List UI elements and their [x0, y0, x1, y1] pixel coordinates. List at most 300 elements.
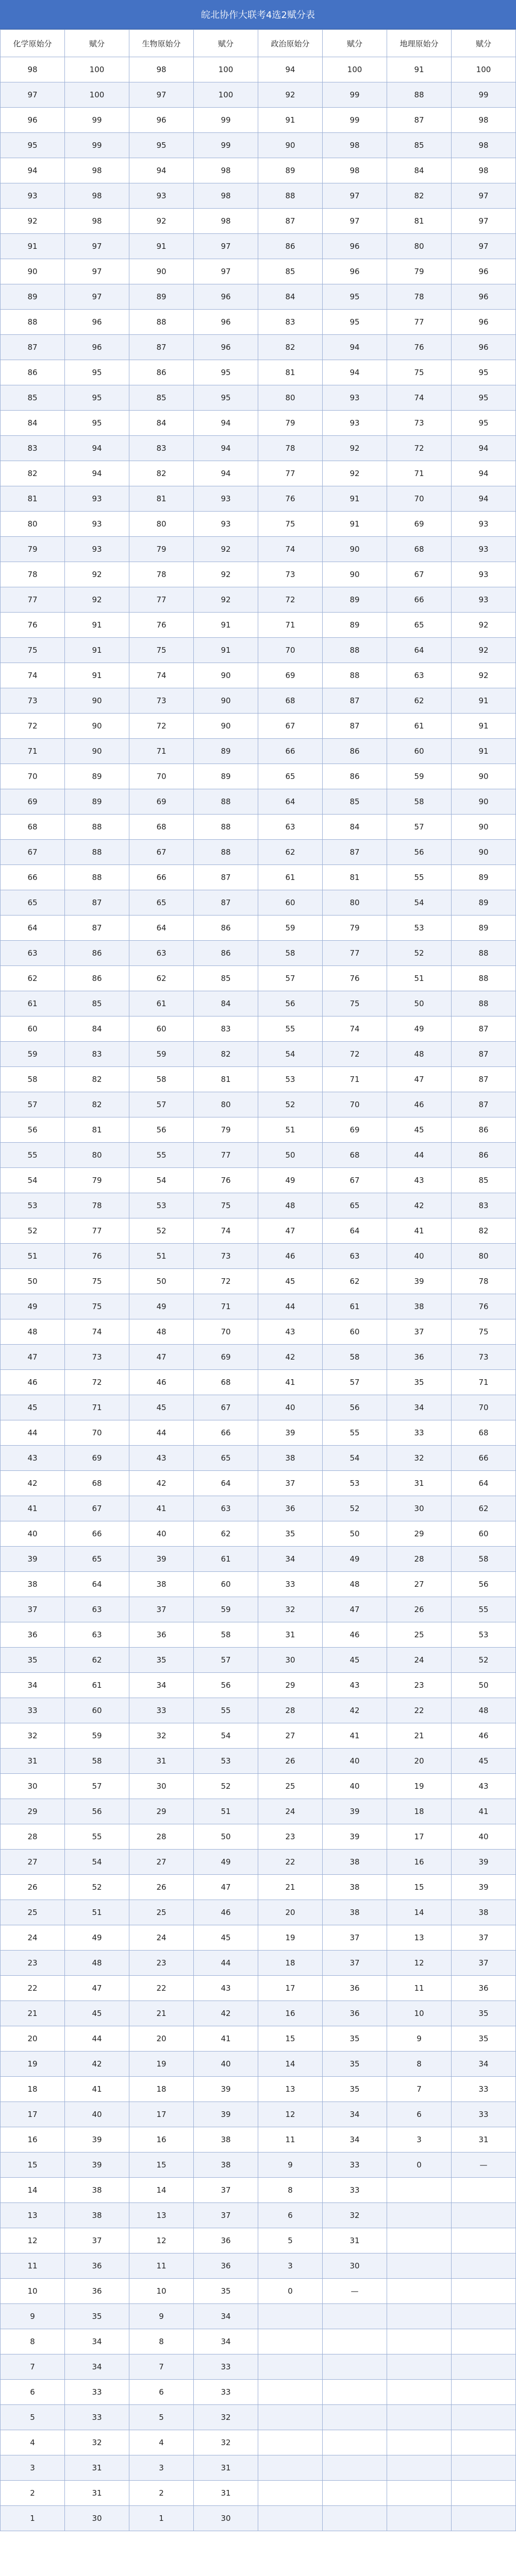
table-row: [1, 916, 516, 941]
cell-biology-raw: 82: [129, 461, 194, 486]
cell-geography-raw: 12: [387, 1951, 452, 1976]
cell-biology-raw: 61: [129, 991, 194, 1016]
cell-biology-raw: 6: [129, 2380, 194, 2405]
cell-geography-scaled: 86: [452, 1143, 516, 1168]
cell-geography-scaled: [452, 2430, 516, 2455]
cell-politics-raw: 45: [258, 1269, 323, 1294]
cell-geography-scaled: 58: [452, 1547, 516, 1572]
cell-biology-raw: 55: [129, 1143, 194, 1168]
cell-geography-scaled: 35: [452, 2026, 516, 2052]
cell-politics-raw: 0: [258, 2279, 323, 2304]
cell-chemistry-raw: 2: [1, 2481, 65, 2506]
cell-politics-scaled: 97: [323, 183, 387, 209]
table-row: [1, 461, 516, 486]
cell-geography-raw: 10: [387, 2001, 452, 2026]
cell-politics-raw: 22: [258, 1850, 323, 1875]
cell-chemistry-scaled: 90: [65, 739, 129, 764]
cell-biology-scaled: 63: [194, 1496, 258, 1521]
cell-biology-scaled: 97: [194, 234, 258, 259]
cell-chemistry-scaled: 32: [65, 2430, 129, 2455]
cell-biology-scaled: 32: [194, 2430, 258, 2455]
cell-politics-raw: 20: [258, 1900, 323, 1925]
cell-geography-scaled: 91: [452, 688, 516, 714]
cell-biology-raw: 87: [129, 335, 194, 360]
cell-biology-scaled: 93: [194, 486, 258, 512]
cell-biology-raw: 19: [129, 2052, 194, 2077]
cell-biology-raw: 70: [129, 764, 194, 789]
cell-biology-raw: 28: [129, 1824, 194, 1850]
cell-politics-scaled: 65: [323, 1193, 387, 1218]
cell-biology-scaled: 43: [194, 1976, 258, 2001]
cell-chemistry-scaled: 97: [65, 259, 129, 284]
cell-politics-scaled: 79: [323, 916, 387, 941]
cell-geography-scaled: 97: [452, 183, 516, 209]
cell-chemistry-raw: 33: [1, 1698, 65, 1723]
cell-politics-raw: 48: [258, 1193, 323, 1218]
table-row: [1, 108, 516, 133]
cell-politics-scaled: 40: [323, 1774, 387, 1799]
cell-chemistry-scaled: 45: [65, 2001, 129, 2026]
cell-politics-raw: 25: [258, 1774, 323, 1799]
cell-biology-scaled: 40: [194, 2052, 258, 2077]
cell-politics-raw: 92: [258, 82, 323, 108]
cell-biology-scaled: 80: [194, 1092, 258, 1117]
cell-geography-raw: 34: [387, 1395, 452, 1420]
cell-geography-scaled: 37: [452, 1925, 516, 1951]
cell-geography-raw: 63: [387, 663, 452, 688]
table-row: [1, 941, 516, 966]
cell-geography-scaled: [452, 2481, 516, 2506]
table-row: [1, 966, 516, 991]
cell-politics-raw: 29: [258, 1673, 323, 1698]
cell-biology-scaled: 39: [194, 2102, 258, 2127]
cell-biology-raw: 68: [129, 815, 194, 840]
cell-chemistry-scaled: 88: [65, 815, 129, 840]
table-row: [1, 764, 516, 789]
cell-biology-raw: 30: [129, 1774, 194, 1799]
cell-chemistry-scaled: 33: [65, 2405, 129, 2430]
cell-chemistry-scaled: 75: [65, 1269, 129, 1294]
cell-chemistry-raw: 36: [1, 1622, 65, 1648]
cell-chemistry-raw: 72: [1, 714, 65, 739]
table-row: [1, 57, 516, 82]
cell-geography-scaled: 64: [452, 1471, 516, 1496]
cell-politics-raw: 50: [258, 1143, 323, 1168]
cell-chemistry-raw: 61: [1, 991, 65, 1016]
cell-chemistry-raw: 53: [1, 1193, 65, 1218]
cell-geography-scaled: 52: [452, 1648, 516, 1673]
cell-politics-scaled: 76: [323, 966, 387, 991]
cell-chemistry-raw: 54: [1, 1168, 65, 1193]
cell-politics-scaled: 49: [323, 1547, 387, 1572]
cell-chemistry-raw: 75: [1, 638, 65, 663]
cell-geography-scaled: 95: [452, 411, 516, 436]
cell-chemistry-raw: 71: [1, 739, 65, 764]
cell-politics-scaled: 52: [323, 1496, 387, 1521]
cell-politics-scaled: 91: [323, 512, 387, 537]
cell-politics-raw: 57: [258, 966, 323, 991]
cell-biology-scaled: 88: [194, 840, 258, 865]
cell-politics-raw: 28: [258, 1698, 323, 1723]
cell-biology-scaled: 94: [194, 411, 258, 436]
cell-biology-scaled: 62: [194, 1521, 258, 1547]
table-row: [1, 436, 516, 461]
cell-geography-raw: 81: [387, 209, 452, 234]
cell-chemistry-raw: 76: [1, 613, 65, 638]
cell-chemistry-scaled: 87: [65, 916, 129, 941]
cell-politics-raw: 37: [258, 1471, 323, 1496]
cell-geography-scaled: 99: [452, 82, 516, 108]
cell-biology-scaled: 87: [194, 890, 258, 916]
cell-politics-scaled: 71: [323, 1067, 387, 1092]
cell-politics-raw: 77: [258, 461, 323, 486]
cell-politics-raw: 41: [258, 1370, 323, 1395]
cell-chemistry-scaled: 98: [65, 183, 129, 209]
cell-geography-raw: 66: [387, 587, 452, 613]
cell-geography-raw: [387, 2203, 452, 2228]
cell-politics-scaled: 72: [323, 1042, 387, 1067]
cell-biology-scaled: 61: [194, 1547, 258, 1572]
cell-chemistry-raw: 39: [1, 1547, 65, 1572]
cell-politics-scaled: 87: [323, 688, 387, 714]
cell-politics-raw: [258, 2405, 323, 2430]
cell-geography-scaled: 90: [452, 764, 516, 789]
header-politics-scaled: 赋分: [323, 30, 387, 57]
cell-politics-scaled: 70: [323, 1092, 387, 1117]
cell-geography-scaled: 36: [452, 1976, 516, 2001]
cell-politics-raw: 23: [258, 1824, 323, 1850]
cell-chemistry-raw: 56: [1, 1117, 65, 1143]
cell-biology-scaled: 75: [194, 1193, 258, 1218]
cell-geography-raw: 72: [387, 436, 452, 461]
cell-biology-raw: 69: [129, 789, 194, 815]
cell-geography-scaled: 35: [452, 2001, 516, 2026]
cell-biology-raw: 18: [129, 2077, 194, 2102]
cell-biology-raw: 47: [129, 1345, 194, 1370]
cell-geography-scaled: 33: [452, 2077, 516, 2102]
cell-geography-raw: 67: [387, 562, 452, 587]
table-row: [1, 82, 516, 108]
score-conversion-table: [0, 29, 516, 2531]
cell-chemistry-scaled: 86: [65, 941, 129, 966]
cell-politics-raw: 13: [258, 2077, 323, 2102]
cell-geography-scaled: 82: [452, 1218, 516, 1244]
cell-biology-raw: 36: [129, 1622, 194, 1648]
cell-biology-raw: 98: [129, 57, 194, 82]
table-row: [1, 991, 516, 1016]
cell-geography-scaled: 87: [452, 1016, 516, 1042]
cell-biology-scaled: 91: [194, 638, 258, 663]
cell-biology-scaled: 99: [194, 133, 258, 158]
cell-geography-raw: 80: [387, 234, 452, 259]
cell-geography-scaled: 70: [452, 1395, 516, 1420]
cell-politics-scaled: 87: [323, 714, 387, 739]
header-chemistry-scaled: 赋分: [65, 30, 129, 57]
table-row: [1, 2481, 516, 2506]
cell-chemistry-raw: 42: [1, 1471, 65, 1496]
cell-politics-raw: 54: [258, 1042, 323, 1067]
cell-geography-raw: 21: [387, 1723, 452, 1749]
cell-politics-raw: 58: [258, 941, 323, 966]
cell-geography-raw: 33: [387, 1420, 452, 1446]
cell-politics-scaled: [323, 2354, 387, 2380]
cell-chemistry-raw: 48: [1, 1319, 65, 1345]
cell-biology-scaled: 51: [194, 1799, 258, 1824]
table-row: [1, 1976, 516, 2001]
cell-biology-raw: 97: [129, 82, 194, 108]
cell-biology-scaled: 87: [194, 865, 258, 890]
cell-geography-scaled: 96: [452, 335, 516, 360]
cell-chemistry-scaled: 78: [65, 1193, 129, 1218]
cell-biology-scaled: 95: [194, 360, 258, 385]
cell-chemistry-raw: 52: [1, 1218, 65, 1244]
cell-biology-raw: 17: [129, 2102, 194, 2127]
cell-politics-raw: [258, 2354, 323, 2380]
cell-biology-scaled: 34: [194, 2329, 258, 2354]
cell-politics-scaled: [323, 2430, 387, 2455]
cell-politics-raw: 51: [258, 1117, 323, 1143]
cell-chemistry-raw: 62: [1, 966, 65, 991]
cell-biology-raw: 84: [129, 411, 194, 436]
cell-biology-scaled: 57: [194, 1648, 258, 1673]
cell-biology-raw: 48: [129, 1319, 194, 1345]
table-body: [1, 57, 516, 2531]
cell-geography-raw: 24: [387, 1648, 452, 1673]
cell-chemistry-scaled: 98: [65, 158, 129, 183]
cell-geography-scaled: 93: [452, 512, 516, 537]
table-row: [1, 1749, 516, 1774]
table-row: [1, 1622, 516, 1648]
cell-chemistry-raw: 43: [1, 1446, 65, 1471]
cell-politics-raw: 91: [258, 108, 323, 133]
cell-geography-scaled: 93: [452, 562, 516, 587]
table-row: [1, 183, 516, 209]
cell-chemistry-raw: 86: [1, 360, 65, 385]
cell-politics-scaled: 58: [323, 1345, 387, 1370]
cell-biology-raw: 88: [129, 310, 194, 335]
cell-biology-scaled: 38: [194, 2127, 258, 2153]
cell-biology-raw: 35: [129, 1648, 194, 1673]
cell-biology-raw: 12: [129, 2228, 194, 2253]
cell-politics-scaled: 40: [323, 1749, 387, 1774]
table-row: [1, 1900, 516, 1925]
cell-politics-scaled: 32: [323, 2203, 387, 2228]
cell-chemistry-raw: 65: [1, 890, 65, 916]
table-row: [1, 2380, 516, 2405]
cell-biology-raw: 15: [129, 2153, 194, 2178]
cell-politics-scaled: 74: [323, 1016, 387, 1042]
cell-chemistry-raw: 25: [1, 1900, 65, 1925]
cell-biology-raw: 95: [129, 133, 194, 158]
cell-biology-scaled: 41: [194, 2026, 258, 2052]
cell-geography-raw: 3: [387, 2127, 452, 2153]
cell-politics-raw: 82: [258, 335, 323, 360]
cell-chemistry-raw: 32: [1, 1723, 65, 1749]
cell-biology-raw: 8: [129, 2329, 194, 2354]
cell-chemistry-scaled: 82: [65, 1067, 129, 1092]
cell-politics-raw: 30: [258, 1648, 323, 1673]
cell-chemistry-raw: 31: [1, 1749, 65, 1774]
cell-chemistry-scaled: 88: [65, 840, 129, 865]
cell-biology-raw: 31: [129, 1749, 194, 1774]
cell-politics-raw: 35: [258, 1521, 323, 1547]
table-row: [1, 259, 516, 284]
cell-politics-raw: 68: [258, 688, 323, 714]
cell-geography-raw: [387, 2405, 452, 2430]
cell-politics-raw: 88: [258, 183, 323, 209]
cell-politics-scaled: 33: [323, 2178, 387, 2203]
cell-politics-raw: 47: [258, 1218, 323, 1244]
cell-geography-raw: 77: [387, 310, 452, 335]
cell-chemistry-scaled: 100: [65, 82, 129, 108]
table-row: [1, 890, 516, 916]
cell-biology-scaled: 30: [194, 2506, 258, 2531]
cell-chemistry-scaled: 97: [65, 284, 129, 310]
cell-politics-raw: 24: [258, 1799, 323, 1824]
cell-geography-scaled: 71: [452, 1370, 516, 1395]
cell-chemistry-scaled: 73: [65, 1345, 129, 1370]
cell-politics-scaled: 39: [323, 1799, 387, 1824]
cell-biology-scaled: 99: [194, 108, 258, 133]
cell-geography-scaled: 96: [452, 284, 516, 310]
cell-chemistry-raw: 49: [1, 1294, 65, 1319]
table-row: [1, 360, 516, 385]
cell-geography-scaled: 41: [452, 1799, 516, 1824]
cell-biology-raw: 26: [129, 1875, 194, 1900]
cell-chemistry-raw: 29: [1, 1799, 65, 1824]
cell-geography-scaled: 88: [452, 991, 516, 1016]
cell-chemistry-raw: 58: [1, 1067, 65, 1092]
cell-chemistry-scaled: 91: [65, 613, 129, 638]
cell-biology-scaled: 90: [194, 688, 258, 714]
cell-geography-scaled: [452, 2329, 516, 2354]
table-row: [1, 1446, 516, 1471]
cell-geography-raw: 7: [387, 2077, 452, 2102]
cell-geography-scaled: 89: [452, 865, 516, 890]
cell-geography-raw: 60: [387, 739, 452, 764]
cell-chemistry-raw: 47: [1, 1345, 65, 1370]
cell-chemistry-scaled: 49: [65, 1925, 129, 1951]
cell-biology-raw: 79: [129, 537, 194, 562]
cell-chemistry-raw: 4: [1, 2430, 65, 2455]
cell-chemistry-raw: 50: [1, 1269, 65, 1294]
cell-chemistry-raw: 68: [1, 815, 65, 840]
cell-geography-scaled: 93: [452, 537, 516, 562]
cell-politics-scaled: 38: [323, 1900, 387, 1925]
cell-biology-raw: 89: [129, 284, 194, 310]
cell-chemistry-scaled: 62: [65, 1648, 129, 1673]
cell-biology-scaled: 39: [194, 2077, 258, 2102]
cell-politics-scaled: 84: [323, 815, 387, 840]
cell-chemistry-raw: 44: [1, 1420, 65, 1446]
cell-politics-raw: 12: [258, 2102, 323, 2127]
cell-biology-scaled: 100: [194, 57, 258, 82]
cell-politics-scaled: [323, 2455, 387, 2481]
cell-politics-raw: 46: [258, 1244, 323, 1269]
cell-geography-scaled: 73: [452, 1345, 516, 1370]
cell-biology-scaled: 97: [194, 259, 258, 284]
cell-biology-raw: 42: [129, 1471, 194, 1496]
cell-politics-raw: 38: [258, 1446, 323, 1471]
cell-politics-scaled: [323, 2481, 387, 2506]
cell-chemistry-scaled: 66: [65, 1521, 129, 1547]
cell-chemistry-raw: 34: [1, 1673, 65, 1698]
cell-politics-scaled: 38: [323, 1875, 387, 1900]
cell-biology-scaled: 85: [194, 966, 258, 991]
cell-chemistry-raw: 70: [1, 764, 65, 789]
cell-chemistry-scaled: 99: [65, 133, 129, 158]
cell-politics-scaled: 89: [323, 587, 387, 613]
cell-chemistry-scaled: 48: [65, 1951, 129, 1976]
cell-chemistry-scaled: 56: [65, 1799, 129, 1824]
cell-geography-scaled: 98: [452, 133, 516, 158]
cell-politics-scaled: 57: [323, 1370, 387, 1395]
cell-politics-scaled: 63: [323, 1244, 387, 1269]
cell-geography-scaled: 97: [452, 234, 516, 259]
cell-geography-scaled: 31: [452, 2127, 516, 2153]
cell-chemistry-scaled: 38: [65, 2203, 129, 2228]
cell-chemistry-raw: 24: [1, 1925, 65, 1951]
cell-geography-scaled: 93: [452, 587, 516, 613]
cell-biology-raw: 1: [129, 2506, 194, 2531]
table-row: [1, 2430, 516, 2455]
cell-politics-scaled: 92: [323, 461, 387, 486]
cell-politics-raw: 11: [258, 2127, 323, 2153]
cell-geography-raw: 48: [387, 1042, 452, 1067]
cell-chemistry-raw: 17: [1, 2102, 65, 2127]
cell-politics-scaled: 30: [323, 2253, 387, 2279]
cell-geography-raw: 87: [387, 108, 452, 133]
cell-biology-scaled: 79: [194, 1117, 258, 1143]
cell-chemistry-scaled: 60: [65, 1698, 129, 1723]
cell-biology-scaled: 38: [194, 2153, 258, 2178]
cell-biology-raw: 43: [129, 1446, 194, 1471]
table-row: [1, 1294, 516, 1319]
cell-biology-scaled: 96: [194, 310, 258, 335]
cell-geography-scaled: 91: [452, 714, 516, 739]
cell-chemistry-scaled: 55: [65, 1824, 129, 1850]
cell-biology-scaled: 49: [194, 1850, 258, 1875]
cell-chemistry-raw: 23: [1, 1951, 65, 1976]
cell-chemistry-raw: 55: [1, 1143, 65, 1168]
cell-chemistry-raw: 66: [1, 865, 65, 890]
cell-chemistry-scaled: 39: [65, 2127, 129, 2153]
cell-biology-scaled: 55: [194, 1698, 258, 1723]
table-row: [1, 688, 516, 714]
cell-chemistry-raw: 9: [1, 2304, 65, 2329]
table-row: [1, 2354, 516, 2380]
cell-biology-scaled: 89: [194, 739, 258, 764]
cell-politics-scaled: 87: [323, 840, 387, 865]
cell-chemistry-scaled: 76: [65, 1244, 129, 1269]
header-geography-scaled: 赋分: [452, 30, 516, 57]
cell-politics-scaled: 95: [323, 310, 387, 335]
cell-biology-scaled: 94: [194, 436, 258, 461]
table-row: [1, 1395, 516, 1420]
table-row: [1, 1774, 516, 1799]
cell-chemistry-scaled: 86: [65, 966, 129, 991]
cell-biology-raw: 10: [129, 2279, 194, 2304]
cell-geography-raw: [387, 2228, 452, 2253]
table-row: [1, 739, 516, 764]
cell-geography-raw: 88: [387, 82, 452, 108]
cell-biology-scaled: 88: [194, 789, 258, 815]
cell-geography-raw: [387, 2481, 452, 2506]
cell-biology-scaled: 73: [194, 1244, 258, 1269]
cell-biology-raw: 54: [129, 1168, 194, 1193]
cell-politics-scaled: 43: [323, 1673, 387, 1698]
header-geography-raw: 地理原始分: [387, 30, 452, 57]
